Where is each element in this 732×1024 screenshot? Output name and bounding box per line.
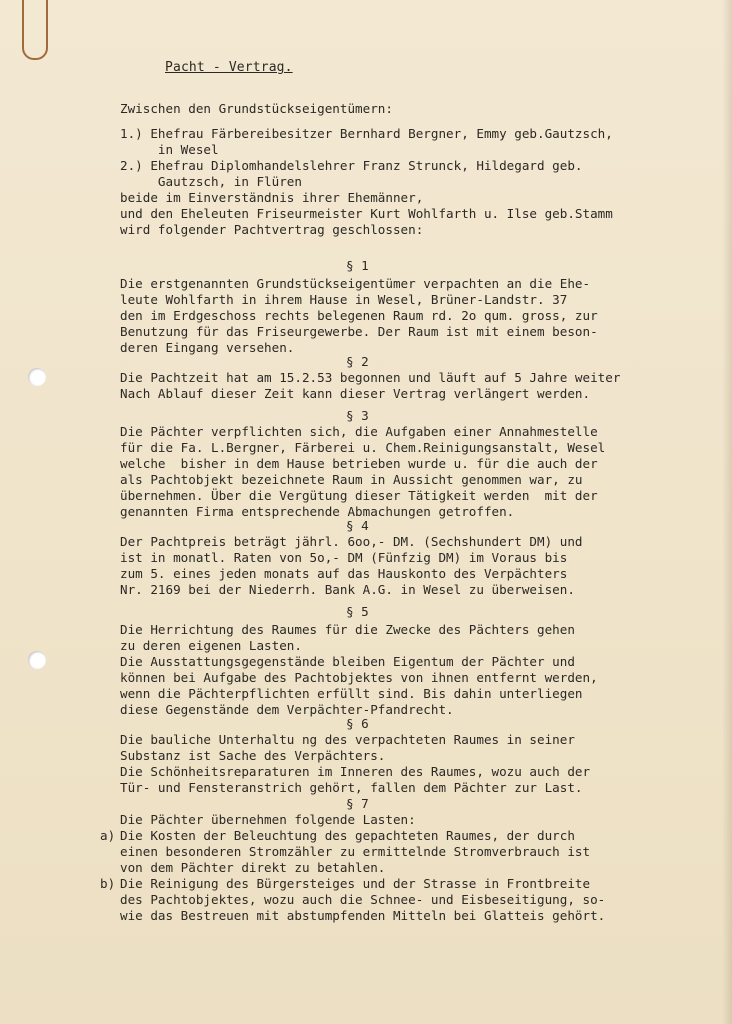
section-line: wenn die Pächterpflichten erfüllt sind. Bis dahin unterliegen <box>120 686 583 701</box>
section-line: Die Pächter übernehmen folgende Lasten: <box>120 812 416 827</box>
intro-line: und den Eheleuten Friseurmeister Kurt Wohlfarth u. Ilse geb.Stamm <box>120 206 613 221</box>
intro-line: 2.) Ehefrau Diplomhandelslehrer Franz Strunck, Hildegard geb. <box>120 158 583 173</box>
section-line: den im Erdgeschoss rechts belegenen Raum rd. 2o qum. gross, zur <box>120 308 598 323</box>
section-1 <box>120 258 598 356</box>
section-line: für die Fa. L.Bergner, Färberei u. Chem.Reinigungsanstalt, Wesel <box>120 440 606 455</box>
section-line: leute Wohlfarth in ihrem Hause in Wesel, Brüner-Landstr. 37 <box>120 292 568 307</box>
intro-line: beide im Einverständnis ihrer Ehemänner, <box>120 190 424 205</box>
intro-block <box>120 101 613 238</box>
section-line: welche bisher in dem Hause betrieben wurde u. für die auch der <box>120 456 598 471</box>
list-mark-b: b) <box>100 876 116 891</box>
section-line: wie das Bestreuen mit abstumpfenden Mitteln bei Glatteis gehört. <box>120 908 606 923</box>
intro-line: Zwischen den Grundstückseigentümern: <box>120 101 393 116</box>
punch-hole <box>28 651 46 669</box>
section-line: Der Pachtpreis beträgt jährl. 6oo,- DM. (Sechshundert DM) und <box>120 534 583 549</box>
section-line: als Pachtobjekt bezeichnete Raum in Aussicht genommen war, zu <box>120 472 583 487</box>
section-line: Die Reinigung des Bürgersteiges und der Strasse in Frontbreite <box>120 876 591 891</box>
section-line: können bei Aufgabe des Pachtobjektes von ihnen entfernt werden, <box>120 670 598 685</box>
section-line: Die Schönheitsreparaturen im Inneren des Raumes, wozu auch der <box>120 764 591 779</box>
section-line: Nach Ablauf dieser Zeit kann dieser Vertrag verlängert werden. <box>120 386 591 401</box>
section-line: Substanz ist Sache des Verpächters. <box>120 748 386 763</box>
section-line: Die Pächter verpflichten sich, die Aufgaben einer Annahmestelle <box>120 424 598 439</box>
section-line: einen besonderen Stromzähler zu ermittelnde Stromverbrauch ist <box>120 844 591 859</box>
intro-line: 1.) Ehefrau Färbereibesitzer Bernhard Bergner, Emmy geb.Gautzsch, <box>120 126 613 141</box>
section-line: Tür- und Fensteranstrich gehört, fallen dem Pächter zur Last. <box>120 780 583 795</box>
section-4 <box>120 518 583 598</box>
intro-line: wird folgender Pachtvertrag geschlossen: <box>120 222 424 237</box>
section-line: Die Herrichtung des Raumes für die Zwecke des Pächters gehen <box>120 622 575 637</box>
section-line: genannten Firma entsprechende Abmachungen getroffen. <box>120 504 515 519</box>
section-heading: § 2 <box>346 354 369 369</box>
section-line: Nr. 2169 bei der Niederrh. Bank A.G. in Wesel zu überweisen. <box>120 582 575 597</box>
section-line: ist in monatl. Raten von 5o,- DM (Fünfzig DM) im Voraus bis <box>120 550 568 565</box>
section-heading: § 7 <box>346 796 369 811</box>
section-line: Die Ausstattungsgegenstände bleiben Eigentum der Pächter und <box>120 654 575 669</box>
section-line: übernehmen. Über die Vergütung dieser Tätigkeit werden mit der <box>120 488 598 503</box>
section-heading: § 6 <box>346 716 369 731</box>
section-line: zum 5. eines jeden monats auf das Hauskonto des Verpächters <box>120 566 568 581</box>
section-line: Die Kosten der Beleuchtung des gepachteten Raumes, der durch <box>120 828 575 843</box>
intro-line: Gautzsch, in Flüren <box>120 174 302 189</box>
section-heading: § 1 <box>346 258 369 273</box>
section-heading: § 5 <box>346 604 369 619</box>
document-title: Pacht - Vertrag. <box>165 60 293 75</box>
section-line: des Pachtobjektes, wozu auch die Schnee- und Eisbeseitigung, so- <box>120 892 606 907</box>
section-line: Die erstgenannten Grundstückseigentümer verpachten an die Ehe- <box>120 276 591 291</box>
section-line: Die bauliche Unterhaltu ng des verpachteten Raumes in seiner <box>120 732 575 747</box>
intro-line: in Wesel <box>120 142 219 157</box>
section-line: diese Gegenstände dem Verpächter-Pfandrecht. <box>120 702 454 717</box>
list-mark-a: a) <box>100 828 116 843</box>
section-5 <box>120 604 598 718</box>
section-line: deren Eingang versehen. <box>120 340 295 355</box>
staple-mark <box>22 0 48 60</box>
section-line: von dem Pächter direkt zu betahlen. <box>120 860 386 875</box>
section-6 <box>120 716 590 796</box>
section-2 <box>120 354 620 402</box>
page-edge-shadow <box>722 0 732 1024</box>
section-heading: § 4 <box>346 518 369 533</box>
punch-hole <box>28 368 46 386</box>
section-line: zu deren eigenen Lasten. <box>120 638 302 653</box>
section-heading: § 3 <box>346 408 369 423</box>
section-7 <box>120 796 605 924</box>
section-line: Die Pachtzeit hat am 15.2.53 begonnen und läuft auf 5 Jahre weiter <box>120 370 621 385</box>
section-3 <box>120 408 605 520</box>
section-line: Benutzung für das Friseurgewerbe. Der Raum ist mit einem beson- <box>120 324 598 339</box>
